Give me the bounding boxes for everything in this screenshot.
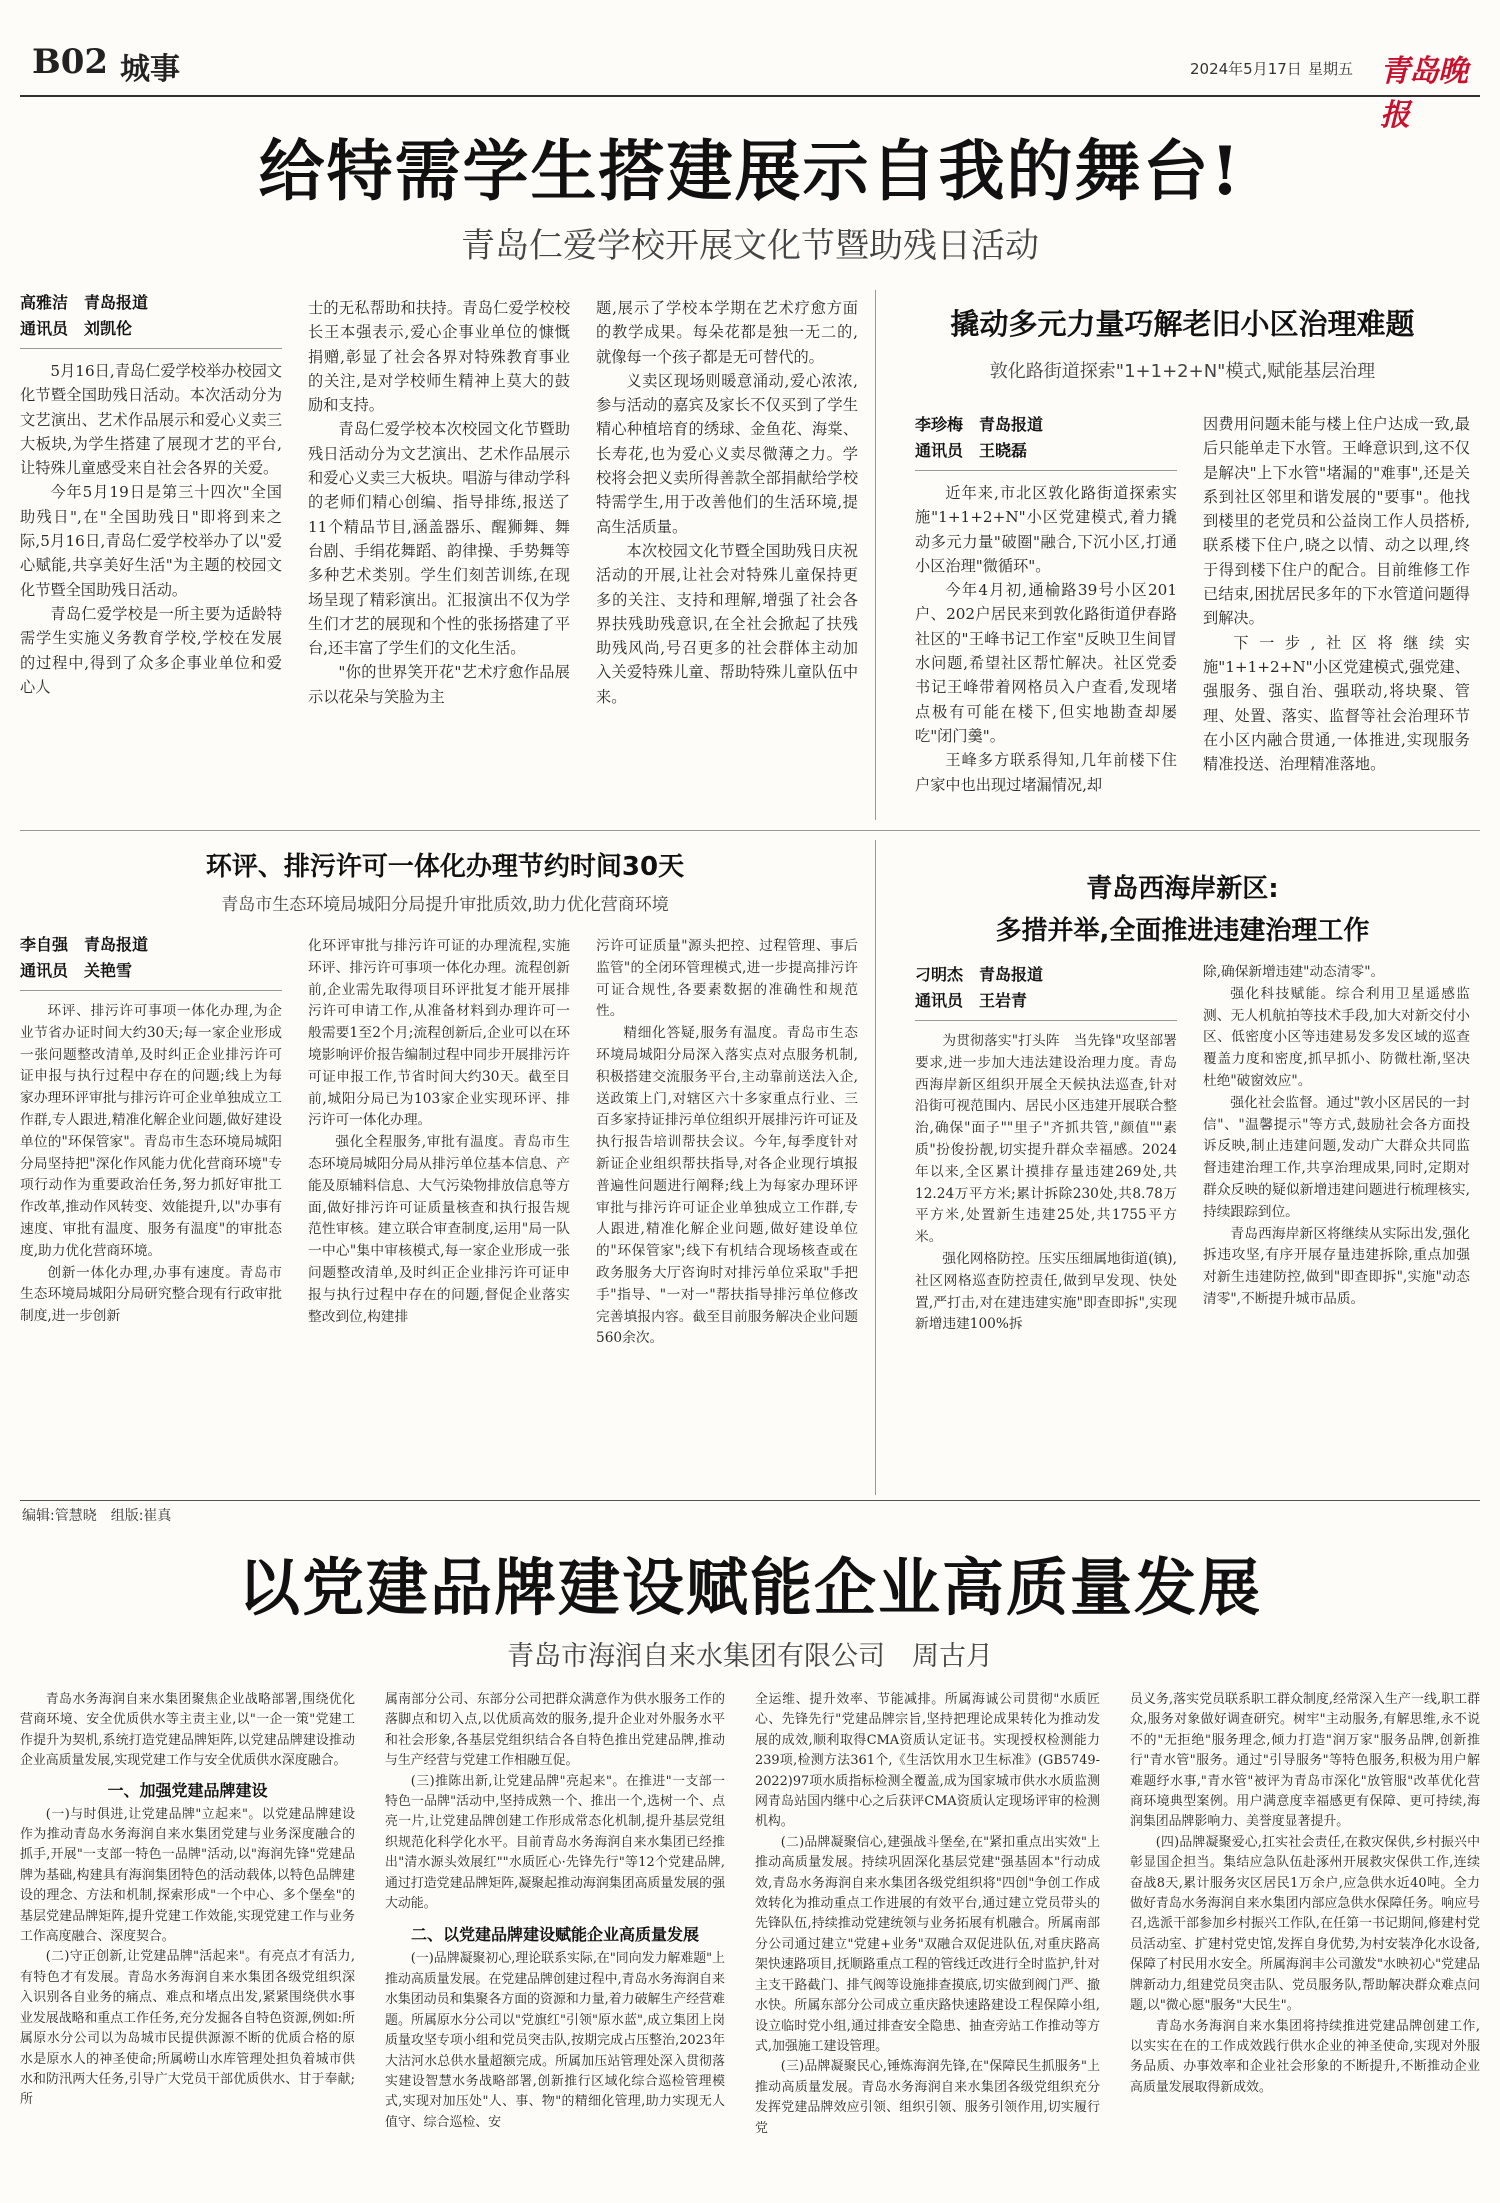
story3-title: 环评、排污许可一体化办理节约时间30天 <box>205 852 685 882</box>
column-divider <box>875 290 876 820</box>
paragraph: 本次校园文化节暨全国助残日庆祝活动的开展,让社会对特殊儿童保持更多的关注、支持和理解,增强了社会各界扶残助残意识,在全社会掀起了扶残助残风尚,号召更多的社会群体主动加入关爱特殊儿童、帮助特殊儿童队伍中来。 <box>596 541 858 706</box>
paragraph: 员义务,落实党员联系职工群众制度,经常深入生产一线,职工群众,服务对象做好调查研究。树牢"主动服务,有解思维,永不说不的"无拒绝"服务理念,倾力打造"润万家"服务品牌,创新推行"青水管"服务。通过"引导服务"等特色服务,积极为用户解难题纾水事,"青水管"被评为青岛市深化"放管服"改革优化营商环境典型案例。用户满意度幸福感更有保障、更可持续,海润集团品牌影响力、美誉度显著提升。 <box>1130 1692 1480 1830</box>
page-header <box>20 40 1480 133</box>
paragraph: 污许可证质量"源头把控、过程管理、事后监管"的全闭环管理模式,进一步提高排污许可证合规性,各要素数据的准确性和规范性。 <box>596 938 858 1020</box>
story4-title-line-1: 青岛西海岸新区: <box>1086 874 1279 904</box>
story3-byline-2: 通讯员 关艳雪 <box>20 961 133 980</box>
paragraph: 王峰多方联系得知,几年前楼下住户家中也出现过堵漏情况,却 <box>915 751 1177 794</box>
paragraph: 青岛水务海润自来水集团聚焦企业战略部署,围绕优化营商环境、安全优质供水等主责主业,以"一企一策"党建工作提升为契机,系统打造党建品牌矩阵,以党建品牌建设推动企业高质量发展,实现党建工作与安全优质供水深度融合。 <box>20 1692 355 1769</box>
paragraph: 近年来,市北区敦化路街道探索实施"1+1+2+N"小区党建模式,着力撬动多元力量"破圈"融合,下沉小区,打通小区治理"微循环"。 <box>915 484 1177 575</box>
paragraph: 属南部分公司、东部分公司把群众满意作为供水服务工作的落脚点和切入点,以优质高效的服务,提升企业对外服务水平和社会形象,各基层党组织结合各自特色推出党建品牌,推动与生产经营与党建工作相融互促。 <box>385 1692 725 1769</box>
paragraph: (三)品牌凝聚民心,锤炼海润先锋,在"保障民生抓服务"上推动高质量发展。青岛水务海润自来水集团各级党组织充分发挥党建品牌效应引领、组织引领、服务引领作用,切实履行党 <box>755 2059 1100 2136</box>
story4-column-2 <box>1203 962 1470 1311</box>
story5-column-3 <box>755 1690 1100 2139</box>
paragraph: (二)守正创新,让党建品牌"活起来"。有亮点才有活力,有特色才有发展。青岛水务海润自来水集团各级党组织深入识别各自业务的痛点、难点和堵点出发,紧紧围绕供水事业发展战略和重点工作任务,充分发掘各自特色资源,例如:所属原水分公司以为岛城市民提供源源不断的优质合格的原水是原水人的神圣使命;所属崂山水库管理处担负着城市供水和防汛两大任务,引导广大党员干部优质供水、甘于奉献;所 <box>20 1949 355 2108</box>
paragraph: (一)品牌凝聚初心,理论联系实际,在"同向发力解难题"上推动高质量发展。在党建品牌创建过程中,青岛水务海润自来水集团动员和集聚各方面的资源和力量,着力破解生产经营难题。所属原水分公司以"党旗红"引领"原水蓝",成立集团上岗质量攻坚专项小组和党员突击队,按期完成占压整治,2023年大沽河水总供水量超额完成。所属加压站管理处深入贯彻落实建设智慧水务战略部署,创新推行区域化综合巡检管理模式,实现对加压处"人、事、物"的精细化管理,助力实现无人值守、综合巡检、安 <box>385 1951 725 2130</box>
issue-weekday: 星期五 <box>1308 60 1354 78</box>
section-name: 城事 <box>120 52 180 87</box>
paragraph: (一)与时俱进,让党建品牌"立起来"。以党建品牌建设作为推动青岛水务海润自来水集团党建与业务深度融合的抓手,开展"一支部一特色一品牌"活动,以"海润先锋"党建品牌为基础,构建具有海润集团特色的活动载体,以特色品牌建设的理念、方法和机制,探索形成"一个中心、多个堡垒"的基层党建品牌矩阵,提升党建工作效能,实现党建工作与业务工作高度融合、深度契合。 <box>20 1806 355 1945</box>
lead-subtitle: 青岛仁爱学校开展文化节暨助残日活动 <box>461 226 1039 266</box>
story2-column-2 <box>1203 412 1470 776</box>
paragraph: 青岛西海岸新区将继续从实际出发,强化拆违攻坚,有序开展存量违建拆除,重点加强对新生违建防控,做到"即查即拆",实施"动态清零",不断提升城市品质。 <box>1203 1225 1470 1307</box>
story3-column-2 <box>308 936 570 1328</box>
paragraph: 题,展示了学校本学期在艺术疗愈方面的教学成果。每朵花都是独一无二的,就像每一个孩子都是无可替代的。 <box>596 299 858 366</box>
story2-byline-2: 通讯员 王晓磊 <box>915 441 1028 460</box>
story4-title-line-2: 多措并举,全面推进违建治理工作 <box>995 916 1370 946</box>
paragraph: 青岛仁爱学校是一所主要为适龄特需学生实施义务教育学校,学校在发展的过程中,得到了众多企事业单位和爱心人 <box>20 604 282 696</box>
story4-byline-1: 刁明杰 青岛报道 <box>915 965 1044 984</box>
page-code: B02 <box>32 42 109 82</box>
story5-subtitle: 青岛市海润自来水集团有限公司 周古月 <box>507 1641 993 1672</box>
story2-title: 撬动多元力量巧解老旧小区治理难题 <box>950 307 1415 341</box>
paragraph: 强化全程服务,审批有温度。青岛市生态环境局城阳分局从排污单位基本信息、产能及原辅料信息、大气污染物排放信息等方面,做好排污许可证质量核查和执行报告规范性审核。建立联合审查制度,运用"局一队一中心"集中审核模式,每一家企业形成一张问题整改清单,及时纠正企业排污许可证申报与执行过程中存在的问题,督促企业落实整改到位,构建排 <box>308 1134 570 1325</box>
lead-byline-2: 通讯员 刘凯伦 <box>20 319 133 338</box>
story2-byline-1: 李珍梅 青岛报道 <box>915 415 1044 434</box>
paragraph: 因费用问题未能与楼上住户达成一致,最后只能单走下水管。王峰意识到,这不仅是解决"上下水管"堵漏的"难事",还是关系到社区邻里和谐发展的"要事"。他找到楼里的老党员和公益岗工作人员搭桥,联系楼下住户,晓之以情、动之以理,终于得到楼下住户的配合。目前维修工作已结束,困扰居民多年的下水管道问题得到解决。 <box>1203 415 1470 628</box>
section-divider <box>20 1500 1480 1501</box>
paragraph: 5月16日,青岛仁爱学校举办校园文化节暨全国助残日活动。本次活动分为文艺演出、艺术作品展示和爱心义卖三大板块,为学生搭建了展现才艺的平台,让特殊儿童感受来自社会各界的关爱。 <box>20 362 282 478</box>
story5-column-1 <box>20 1690 355 2111</box>
paragraph: 环评、排污许可事项一体化办理,为企业节省办证时间大约30天;每一家企业形成一张问题整改清单,及时纠正企业排污许可证申报与执行过程中存在的问题;线上为每家办理环评审批与排污许可企业单独成立工作群,专人跟进,精准化解企业问题,做好建设单位的"环保管家"。青岛市生态环境局城阳分局坚持把"深化作风能力优化营商环境"专项行动作为重要政治任务,努力抓好审批工作改革,推动作风转变、效能提升,以"办事有速度、审批有温度、服务有温度"的审批态度,助力优化营商环境。 <box>20 1003 282 1259</box>
paragraph: 化环评审批与排污许可证的办理流程,实施环评、排污许可事项一体化办理。流程创新前,企业需先取得项目环评批复才能开展排污许可申请工作,从准备材料到办理许可一般需要1至2个月;流程创新后,企业可以在环境影响评价报告编制过程中同步开展排污许可证申报工作,节省时间大约30天。截至目前,城阳分局已为103家企业实现环评、排污许可一体化办理。 <box>308 938 570 1129</box>
paragraph: 下一步,社区将继续实施"1+1+2+N"小区党建模式,强党建、强服务、强自治、强联动,将块聚、管理、处置、落实、监督等社会治理环节在小区内融合贯通,一体推进,实现服务精准投送、治理精准落地。 <box>1203 633 1470 774</box>
paragraph: 为贯彻落实"打头阵 当先锋"攻坚部署要求,进一步加大违法建设治理力度。青岛西海岸新区组织开展全天候执法巡查,针对沿街可视范围内、居民小区违建开展联合整治,确保"面子""里子"齐抓共管,"颜值""素质"扮俊扮靓,切实提升群众幸福感。2024年以来,全区累计摸排存量违建269处,共12.24万平方米;累计拆除230处,共8.78万平方米,处置新生违建25处,共1755平方米。 <box>915 1033 1177 1246</box>
section-heading: 二、以党建品牌建设赋能企业高质量发展 <box>410 1925 699 1945</box>
paragraph: 今年4月初,通榆路39号小区201户、202户居民来到敦化路街道伊春路社区的"王峰书记工作室"反映卫生间冒水问题,希望社区帮忙解决。社区党委书记王峰带着网格员入户查看,发现堵点极有可能在楼下,但实地勘查却屡吃"闭门羹"。 <box>915 581 1177 745</box>
paragraph: 全运维、提升效率、节能减排。所属海诚公司贯彻"水质匠心、先锋先行"党建品牌宗旨,坚持把理论成果转化为推动发展的成效,顺利取得CMA资质认定证书。实现授权检测能力239项,检测方法361个,《生活饮用水卫生标准》(GB5749-2022)97项水质指标检测全覆盖,成为国家城市供水水质监测网青岛站国内继中心之后获评CMA资质认定现场评审的检测机构。 <box>755 1692 1100 1830</box>
paragraph: "你的世界笑开花"艺术疗愈作品展示以花朵与笑脸为主 <box>308 663 570 706</box>
issue-date: 2024年5月17日 <box>1190 60 1302 78</box>
paragraph: 强化社会监督。通过"敦小区居民的一封信"、"温馨提示"等方式,鼓励社会各方面投诉反映,制止违建问题,发动广大群众共同监督违建治理工作,共享治理成果,同时,定期对群众反映的疑似新增违建问题进行梳理核实,持续跟踪到位。 <box>1203 1094 1470 1220</box>
header-rule <box>20 95 1480 97</box>
lead-column-2 <box>308 296 570 709</box>
paragraph: 创新一体化办理,办事有速度。青岛市生态环境局城阳分局研究整合现有行政审批制度,进一步创新 <box>20 1264 282 1325</box>
story2-subtitle: 敦化路街道探索"1+1+2+N"模式,赋能基层治理 <box>989 361 1376 382</box>
story4-byline-2: 通讯员 王岩青 <box>915 991 1028 1010</box>
paragraph: 青岛水务海润自来水集团将持续推进党建品牌创建工作,以实实在在的工作成效践行供水企业的神圣使命,实现对外服务品质、办事效率和企业社会形象的不断提升,不断推动企业高质量发展取得新成效。 <box>1130 2018 1480 2095</box>
story5-title: 以党建品牌建设赋能企业高质量发展 <box>237 1551 1262 1624</box>
story3-byline-1: 李自强 青岛报道 <box>20 935 149 954</box>
story3-column-1 <box>20 932 282 1328</box>
paragraph: 除,确保新增违建"动态清零"。 <box>1203 964 1385 980</box>
story4-column-1 <box>915 962 1177 1336</box>
paragraph: 士的无私帮助和扶持。青岛仁爱学校校长王本强表示,爱心企事业单位的慷慨捐赠,彰显了社会各界对特殊教育事业的关注,是对学校师生精神上莫大的鼓励和支持。 <box>308 299 570 415</box>
story3-column-3 <box>596 936 858 1350</box>
editor-credit: 编辑:管慧晓 组版:崔真 <box>22 1508 172 1524</box>
section-heading: 一、加强党建品牌建设 <box>107 1780 268 1800</box>
lead-title: 给特需学生搭建展示自我的舞台! <box>258 132 1242 210</box>
paragraph: (三)推陈出新,让党建品牌"亮起来"。在推进"一支部一特色一品牌"活动中,坚持成熟一个、推出一个,选树一个、点亮一片,让党建品牌创建工作形成常态化机制,提升基层党组织规范化科学化水平。目前青岛水务海润自来水集团已经推出"清水源头效展红""水质匠心·先锋先行"等12个党建品牌,通过打造党建品牌矩阵,凝聚起推动海润集团高质量发展的强大动能。 <box>385 1773 725 1912</box>
paragraph: 强化科技赋能。综合利用卫星遥感监测、无人机航拍等技术手段,加大对新交付小区、低密度小区等违建易发多发区域的巡查覆盖力度和密度,抓早抓小、防微杜渐,坚决杜绝"破窗效应"。 <box>1203 985 1470 1089</box>
story5-column-2 <box>385 1690 725 2133</box>
lead-column-3 <box>596 296 858 709</box>
paragraph: (二)品牌凝聚信心,建强战斗堡垒,在"紧扣重点出实效"上推动高质量发展。持续巩固深化基层党建"强基固本"行动成效,青岛水务海润自来水集团各级党组织将"四创"争创工作成效转化为推动重点工作进展的有效平台,通过建立党员带头的先锋队伍,持续推动党建统领与业务拓展有机融合。所属南部分公司通过建立"党建+业务"双融合双促进队伍,对重庆路高架快速路项目,抚顺路重点工程的管线迁改进行全时监护,针对主支干路截门、排气阀等设施排查摸底,切实做到阀门严、撤水快。所属东部分公司成立重庆路快速路建设工程保障小组,设立临时党小组,通过排查安全隐患、抽查旁站工作推动等方式,加强施工建设管理。 <box>755 1834 1100 2054</box>
paragraph: 今年5月19日是第三十四次"全国助残日",在"全国助残日"即将到来之际,5月16日,青岛仁爱学校举办了以"爱心赋能,共享美好生活"为主题的校园文化节暨全国助残日活动。 <box>20 483 282 599</box>
story5-column-4 <box>1130 1690 1480 2098</box>
story3-subtitle: 青岛市生态环境局城阳分局提升审批质效,助力优化营商环境 <box>221 895 669 915</box>
paragraph: 义卖区现场则暖意涌动,爱心浓浓,参与活动的嘉宾及家长不仅买到了学生精心种植培育的绣球、金鱼花、海棠、长寿花,也为爱心义卖尽微薄之力。学校将会把义卖所得善款全部捐献给学校特需学生,用于改善他们的生活环境,提高生活质量。 <box>596 371 858 536</box>
paragraph: 青岛仁爱学校本次校园文化节暨助残日活动分为文艺演出、艺术作品展示和爱心义卖三大板块。唱游与律动学科的老师们精心创编、指导排练,报送了11个精品节目,涵盖器乐、醒狮舞、舞台剧、手绢花舞蹈、韵律操、手势舞等多种艺术类别。学生们刻苦训练,在现场呈现了精彩演出。汇报演出不仅为学生们才艺的展现和个性的张扬搭建了平台,还丰富了学生们的文化生活。 <box>308 420 570 658</box>
column-divider <box>875 840 876 1495</box>
section-divider <box>20 830 1480 831</box>
story2-column-1 <box>915 412 1177 797</box>
lead-byline-1: 高雅洁 青岛报道 <box>20 293 149 312</box>
paragraph: (四)品牌凝聚爱心,扛实社会责任,在救灾保供,乡村振兴中彰显国企担当。集结应急队伍赴涿州开展救灾保供工作,连续奋战8天,累计服务灾区居民1万余户,应急供水近40吨。全力做好青岛水务海润自来水集团内部应急供水保障任务。响应号召,选派干部参加乡村振兴工作队,在任第一书记期间,修建村党员活动室、扩建村党史馆,发挥自身优势,为村安装净化水设备,保障了村民用水安全。所属海润丰公司激发"水映初心"党建品牌新动力,组建党员突击队、党员服务队,帮助解决群众难点问题,以"微心愿"服务"大民生"。 <box>1130 1834 1480 2014</box>
lead-column-1 <box>20 290 282 699</box>
paper-logo: 青岛晚报 <box>1380 54 1467 133</box>
paragraph: 强化网格防控。压实压细属地街道(镇),社区网格巡查防控责任,做到早发现、快处置,严打击,对在建违建实施"即查即拆",实现新增违建100%拆 <box>915 1250 1177 1333</box>
paragraph: 精细化答疑,服务有温度。青岛市生态环境局城阳分局深入落实点对点服务机制,积极搭建交流服务平台,主动靠前送法入企,送政策上门,对辖区六十多家重点行业、三百多家持证排污单位组织开展排污许可证及执行报告培训帮扶会议。今年,每季度针对新证企业组织帮扶指导,对各企业现行填报普遍性问题进行阐释;线上为每家办理环评审批与排污许可证企业单独成立工作群,专人跟进,精准化解企业问题,做好建设单位的"环保管家";线下有机结合现场核查或在政务服务大厅咨询时对排污单位采取"手把手"指导、"一对一"帮扶指导排污单位修改完善填报内容。截至目前服务解决企业问题560余次。 <box>596 1025 858 1347</box>
